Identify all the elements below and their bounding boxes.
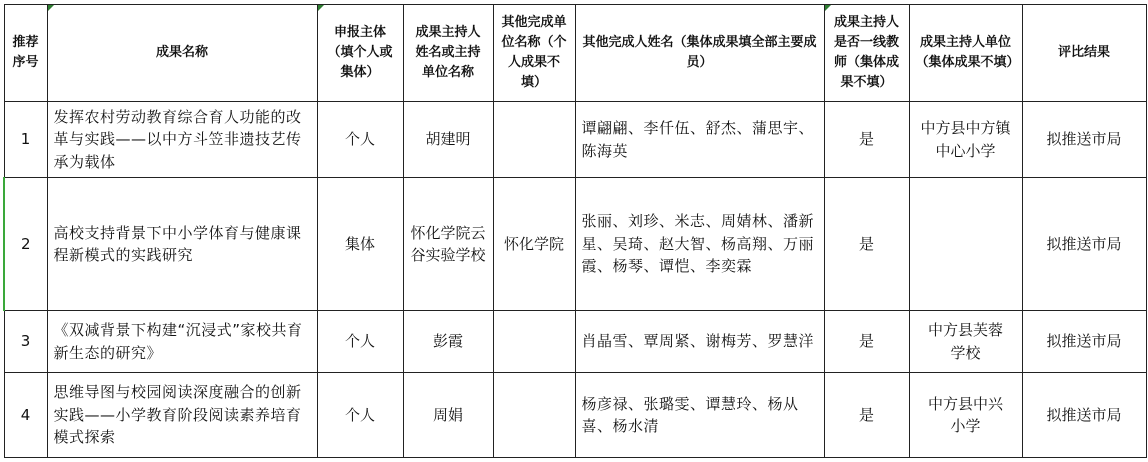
cell-other-unit: 怀化学院 <box>493 178 575 311</box>
cell-frontline: 是 <box>824 102 909 178</box>
cell-result: 拟推送市局 <box>1022 373 1146 458</box>
table-row <box>4 102 1146 178</box>
cell-name: 思维导图与校园阅读深度融合的创新实践——小学教育阶段阅读素养培育模式探索 <box>47 373 317 458</box>
cell-result: 拟推送市局 <box>1022 178 1146 311</box>
cell-other-people: 杨彦禄、张璐雯、谭慧玲、杨从喜、杨水清 <box>575 373 824 458</box>
cell-other-people: 谭翩翩、李仟伍、舒杰、蒲思宇、陈海英 <box>575 102 824 178</box>
cell-host-unit: 中方县中兴小学 <box>909 373 1022 458</box>
cell-subject: 集体 <box>317 178 403 311</box>
table-row <box>4 311 1146 373</box>
cell-result: 拟推送市局 <box>1022 311 1146 373</box>
cell-host-unit: 中方县芙蓉学校 <box>909 311 1022 373</box>
cell-name: 高校支持背景下中小学体育与健康课程新模式的实践研究 <box>47 178 317 311</box>
table-row <box>4 373 1146 458</box>
cell-other-unit <box>493 311 575 373</box>
results-table <box>3 4 1147 458</box>
cell-seq: 1 <box>4 102 47 178</box>
cell-host-unit <box>909 178 1022 311</box>
cell-frontline: 是 <box>824 178 909 311</box>
cell-subject: 个人 <box>317 102 403 178</box>
header-result: 评比结果 <box>1022 5 1146 102</box>
cell-seq: 2 <box>4 178 47 311</box>
cell-host: 怀化学院云谷实验学校 <box>403 178 493 311</box>
cell-host: 彭霞 <box>403 311 493 373</box>
header-seq: 推荐序号 <box>4 5 47 102</box>
cell-other-unit <box>493 373 575 458</box>
cell-subject: 个人 <box>317 311 403 373</box>
cell-other-unit <box>493 102 575 178</box>
cell-other-people: 张丽、刘珍、米志、周婧林、潘新星、吴琦、赵大智、杨高翔、万丽霞、杨琴、谭恺、李奕霖 <box>575 178 824 311</box>
header-row <box>4 5 1146 102</box>
header-host: 成果主持人姓名或主持单位名称 <box>403 5 493 102</box>
cell-subject: 个人 <box>317 373 403 458</box>
cell-host: 周娟 <box>403 373 493 458</box>
header-frontline: 成果主持人是否一线教师（集体成果不填） <box>824 5 909 102</box>
cell-host: 胡建明 <box>403 102 493 178</box>
cell-name: 《双减背景下构建“沉浸式”家校共育新生态的研究》 <box>47 311 317 373</box>
header-name: 成果名称 <box>47 5 317 102</box>
cell-result: 拟推送市局 <box>1022 102 1146 178</box>
cell-frontline: 是 <box>824 311 909 373</box>
cell-other-people: 肖晶雪、覃周紧、谢梅芳、罗慧洋 <box>575 311 824 373</box>
table-row <box>4 178 1146 311</box>
cell-seq: 3 <box>4 311 47 373</box>
cell-seq: 4 <box>4 373 47 458</box>
header-host-unit: 成果主持人单位（集体成果不填） <box>909 5 1022 102</box>
cell-frontline: 是 <box>824 373 909 458</box>
header-other-people: 其他完成人姓名（集体成果填全部主要成员） <box>575 5 824 102</box>
cell-host-unit: 中方县中方镇中心小学 <box>909 102 1022 178</box>
header-other-unit: 其他完成单位名称（个人成果不填） <box>493 5 575 102</box>
header-subject: 申报主体（填个人或集体） <box>317 5 403 102</box>
cell-name: 发挥农村劳动教育综合育人功能的改革与实践——以中方斗笠非遗技艺传承为载体 <box>47 102 317 178</box>
